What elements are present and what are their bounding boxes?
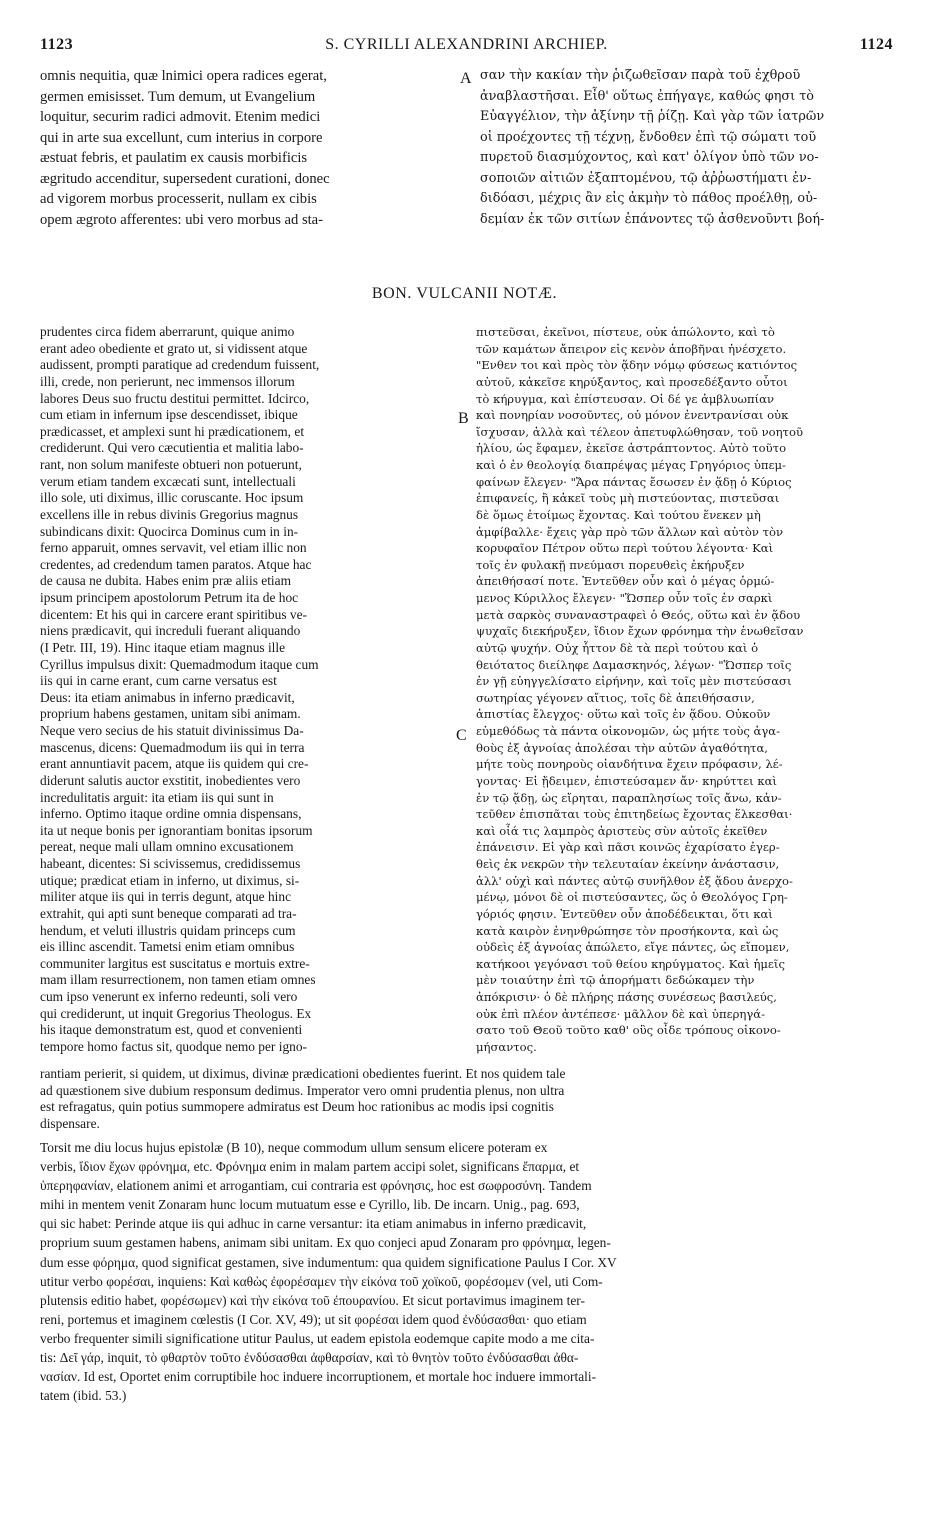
top-greek-column: σαν τὴν κακίαν τὴν ῥιζωθεῖσαν παρὰ τοῦ ἐχθροῦ ἀναβλαστῆσαι. Εἶθ' οὕτως ἐπήγαγε, καθώς φησι τὸ Εὐαγγέλιον, τὴν ἀξίνην τῇ ῥίζῃ. Καὶ γὰρ τῶν ἰατρῶν οἱ προέχοντες τῇ τέχνῃ, ἔνδοθεν ἐπὶ τῷ σώματι τοῦ πυρετοῦ διασμύχοντος, καὶ κατ' ὀλίγον ὑπὸ τῶν νο- σοποιῶν αἰτιῶν ἐξαπτομένου, τῷ ἀῤῥωστήματι ἐν- διδόασι, μέχρις ἂν εἰς ἀκμὴν τὸ πάθος προέλθῃ, οὐ- δεμίαν ἐκ τῶν σιτίων ἐπάνοντες τῷ ἀσθενοῦντι βοή- bbox=[480, 68, 825, 227]
margin-marker-b: B bbox=[458, 410, 469, 427]
notes-greek-column: πιστεῦσαι, ἐκεῖνοι, πίστευε, οὐκ ἀπώλοντο, καὶ τὸ τῶν καμάτων ἄπειρον εἰς κενὸν ἀποβῆναι ἠνέσχετο. "Ενθεν τοι καὶ πρὸς τὸν ᾅδην νόμῳ φύσεως κατιόντος αὐτοῦ, κἀκεῖσε κηρύξαντος, καὶ προσεδέξαντο οὗτοι τὸ κήρυγμα, καὶ ἐπίστευσαν. Οἱ δέ γε ἀμβλυωπίαν καὶ πονηρίαν νοσοῦντες, οὐ μόνον ἐνεντρανίσαι οὐκ ἴσχυσαν, ἀλλὰ καὶ τέλεον ἀπετυφλώθησαν, τοῦ νοητοῦ ἡλίου, ὡς ἔφαμεν, ἐκεῖσε ἀστράπτοντος. Αὐτὸ τοῦτο καὶ ὁ ἐν θεολογίᾳ διαπρέψας μέγας Γρηγόριος ὑπεμ- φαίνων ἔλεγεν· "Ἄρα πάντας ἔσωσεν ἐν ᾅδῃ ὁ Κύριος ἐπιφανείς, ἢ κἀκεῖ τοὺς μὴ πιστεύοντας, πιστεῦσαι δὲ ὅμως ἑτοίμως ἔχοντας. Καὶ τούτου ἕνεκεν μὴ ἀμφίβαλλε· ἔχεις γὰρ πρὸ τῶν ἄλλων καὶ αὐτὸν τὸν κορυφαῖον Πέτρον οὕτω περὶ τούτου λέγοντα· Καὶ τοῖς ἐν φυλακῇ πνεύμασι πορευθεὶς ἐκήρυξεν ἀπειθήσασί ποτε. Ἐντεῦθεν οὖν καὶ ὁ μέγας ὁρμώ- μενος Κύριλλος ἔλεγεν· "Ὥσπερ οὖν τοῖς ἐν σαρκὶ μετὰ σαρκὸς συναναστραφεὶ ὁ Θεός, οὕτω καὶ ἐν ᾅδου ψυχαῖς διεκήρυξεν, ἴδιον ἔχων φρόνημα τὴν ἑνωθεῖσαν αὐτῷ ψυχήν. Οὐχ ἧττον δὲ τὰ περὶ τούτου καὶ ὁ θειότατος διείληφε Δαμασκηνός, λέγων· "Ὥσπερ τοῖς ἐν γῇ εὐηγγελίσατο εἰρήνην, καὶ τοῖς μὲν πιστεύσασι σωτηρίας γέγονεν αἴτιος, τοῖς δὲ ἀπειθήσασιν, ἀπιστίας ἔλεγχος· οὕτω καὶ τοῖς ἐν ᾅδου. Οὐκοῦν εὐμεθόδως τὰ πάντα οἰκονομῶν, ὡς μήτε τοὺς ἀγα- θοὺς ἐξ ἀγνοίας ἀπολέσαι τὴν αὐτῶν ἀγαθότητα, μήτε τοὺς πονηροὺς οἱανδήτινα ἔχειν πρόφασιν, λέ- γοντας· Εἰ ᾔδειμεν, ἐπιστεύσαμεν ἄν· κηρύττει καὶ ἐν τῷ ᾅδῃ, ὡς εἴρηται, παραπλησίως τοῖς ἄνω, κἀν- τεῦθεν ἐπισπᾶται τοὺς ἐπιτηδείως ἔχοντας ἕλκεσθαι· καὶ οἷά τις λαμπρὸς ἀριστεὺς σὺν αὐτοῖς ἐκεῖθεν ἐπάνεισιν. Εἰ γὰρ καὶ πᾶσι κοινῶς ἐχαρίσατο ἐγερ- θεὶς ἐκ νεκρῶν τὴν τελευταίαν ἐκείνην ἀνάστασιν, ἀλλ' οὐχὶ καὶ πάντες αὐτῷ συνῆλθον ἐξ ᾅδου ἀνερχο- μένῳ, μόνοι δὲ οἱ πιστεύσαντες, ὥς ὁ Θεολόγος Γρη- γόριός φησιν. Ἐντεῦθεν οὖν ἀποδέδεικται, ὅτι καὶ κατὰ καιρὸν ἐνηνθρώπησε τὸν προσήκοντα, καὶ ὡς οὐδεὶς ἐξ ἀγνοίας ἀπώλετο, εἴγε πάντες, ὡς εἴπομεν, κατήκοοι γεγόνασι τοῦ θείου κηρύγματος. Καὶ ἡμεῖς μὲν τοιαύτην ἐπὶ τῷ ἀπορήματι δεδώκαμεν τὴν ἀπόκρισιν· ὁ δὲ πλήρης πάσης συνέσεως βασιλεύς, οὐκ ἐπὶ πλέον ἀντέπεσε· μᾶλλον δὲ καὶ ὑπερηγά- σατο τοῦ Θεοῦ τοῦτο καθ' οὓς οἶδε τρόπους οἰκονο- μήσαντος. bbox=[476, 325, 804, 1054]
top-latin-column: omnis nequitia, quæ lnimici opera radices egerat, germen emisisset. Tum demum, ut Evangelium loquitur, securim radici admovit. Etenim medici qui in arte sua excellunt, cum interius in corpore æstuat febris, et paulatim ex causis morbificis ægritudo accenditur, supersedent curationi, donec ad vigorem morbus processerit, nullam ex cibis opem ægroto afferentes: ubi vero morbus ad sta- bbox=[40, 68, 330, 228]
margin-marker-a: A bbox=[460, 70, 472, 87]
notes-full-width-continuation: rantiam perierit, si quidem, ut diximus, divinæ prædicationi obedientes fuerint. Et nos quidem tale ad quæstionem sive dubium responsum dedimus. Imperator vero omni prudentia plenus, non ultra est refragatus, quin potius summopere admiratus est Deum hoc rationibus ac modis ipsi cognitis dispensare. bbox=[40, 1066, 566, 1131]
running-title: S. CYRILLI ALEXANDRINI ARCHIEP. bbox=[325, 36, 608, 53]
section-title: BON. VULCANII NOTÆ. bbox=[371, 285, 558, 302]
margin-marker-c: C bbox=[456, 727, 467, 744]
page-number-left: 1123 bbox=[40, 36, 74, 53]
running-header bbox=[40, 36, 893, 56]
notes-latin-column: prudentes circa fidem aberrarunt, quique animo erant adeo obediente et grato ut, si vidissent atque audissent, prompti paratique ad credendum fuissent, illi, crede, non perierunt, nec immensos illorum labores Deus suo fructu destitui permittet. Idcirco, cum etiam in infernum ipse descendisset, ibique prædicasset, et amplexi sunt hi prædicationem, et crediderunt. Qui vero cæcutientia et malitia labo- rant, non solum manifeste obtueri non potuerunt, verum etiam tandem excæcati sunt, intellectuali illo sole, uti diximus, illic coruscante. Hoc ipsum excellens ille in rebus divinis Gregorius magnus subindicans dixit: Quocirca Dominus cum in in- ferno apparuit, omnes servavit, vel etiam illic non credentes, ad credendum tamen paratos. Atque hac de causa ne dubita. Habes enim præ aliis etiam ipsum principem apostolorum Petrum ita de hoc dicentem: Et his qui in carcere erant spiritibus ve- niens prædicavit, qui increduli fuerant aliquando (I Petr. III, 19). Hinc itaque etiam magnus ille Cyrillus impulsus dixit: Quemadmodum itaque cum iis qui in carne erant, cum carne versatus est Deus: ita etiam animabus in inferno prædicavit, proprium habens gestamen, unitam sibi animam. Neque vero secius de his statuit divinissimus Da- mascenus, dicens: Quemadmodum iis qui in terra erant annuntiavit pacem, atque iis quidem qui cre- diderunt salutis auctor exstitit, inobedientes vero incredulitatis arguit: ita etiam iis qui sunt in inferno. Optimo itaque ordine omnia dispensans, ita ut neque bonis per ignorantiam bonitas ipsorum pereat, neque mali ullam omnino excusationem habeant, dicentes: Si scivissemus, credidissemus utique; prædicat etiam in inferno, ut diximus, si- militer atque iis qui in terris degunt, atque hinc extrahit, qui apti sunt beneque comparati ad tra- hendum, et veluti illustris quidam princeps cum eis illinc ascendit. Tametsi enim etiam omnibus communiter largitus est suscitatus e mortuis extre- mam illam resurrectionem, non tamen etiam omnes cum ipso venerunt ex inferno redeunti, soli vero qui crediderunt, ut inquit Gregorius Theologus. Ex his itaque demonstratum est, quod et convenienti tempore homo factus sit, quodque nemo per igno- bbox=[40, 324, 320, 1054]
page-number-right: 1124 bbox=[859, 36, 893, 53]
footnote-paragraph: Torsit me diu locus hujus epistolæ (B 10), neque commodum ullum sensum elicere poteram ex verbis, ἴδιον ἔχων φρόνημα, etc. Φρόνημα enim in malam partem accipi solet, significans ἔπαρμα, et ὑπερηφανίαν, elationem animi et arrogantiam, cui contraria est φρόνησις, hoc est σωφροσύνη. Tandem mihi in mentem venit Zonaram hunc locum mutuatum esse e Cyrillo, lib. De incarn. Unig., pag. 693, qui sic habet: Perinde atque iis qui adhuc in carne versantur: ita etiam animabus in inferno prædicavit, proprium suum gestamen habens, animam sibi unitam. Ex quo conjeci apud Zonaram pro φρόνημα, legen- dum esse φόρημα, quod significat gestamen, sive indumentum: qua quidem significatione Paulus I Cor. XV utitur verbo φορέσαι, inquiens: Καὶ καθὼς ἐφορέσαμεν τὴν εἰκόνα τοῦ χοϊκοῦ, φορέσομεν (vel, uti Com- plutensis editio habet, φορέσωμεν) καὶ τὴν εἰκόνα τοῦ ἐπουρανίου. Et sicut portavimus imaginem ter- reni, portemus et imaginem cœlestis (I Cor. XV, 49); ut sit φορέσαι idem quod ἐνδύσασθαι· quo etiam verbo frequenter simili significatione utitur Paulus, ut eadem epistola eodemque capite modo a me cita- tis: Δεῖ γάρ, inquit, τὸ φθαρτὸν τοῦτο ἐνδύσασθαι ἀφθαρσίαν, καὶ τὸ θνητὸν τοῦτο ἐνδύσασθαι ἀθα- νασίαν. Id est, Oportet enim corruptibile hoc induere incorruptionem, et mortale hoc induere immortali- tatem (ibid. 53.) bbox=[40, 1140, 617, 1404]
